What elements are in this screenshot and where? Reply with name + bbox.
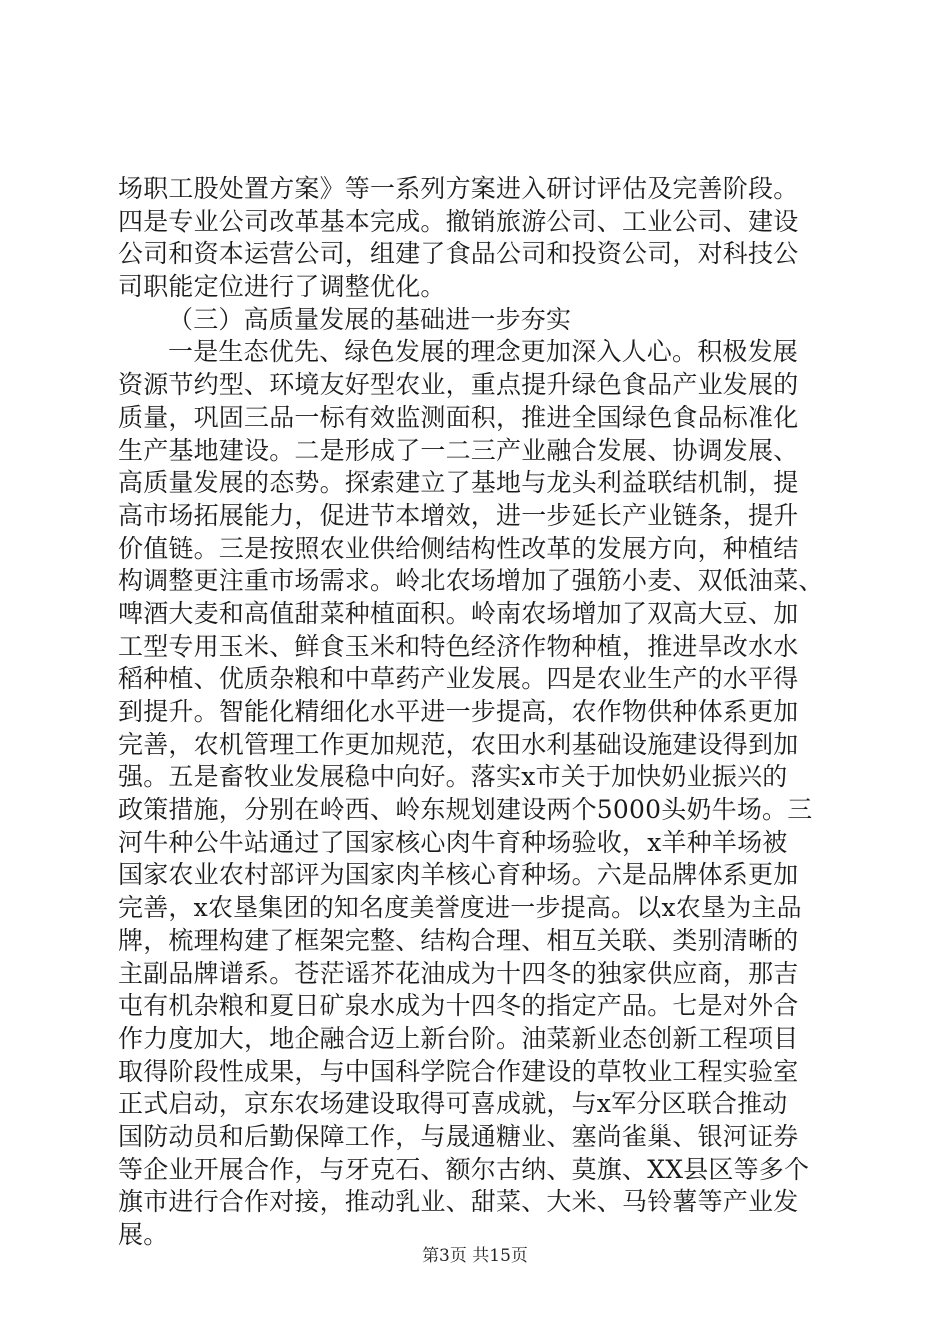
text-line: 主副品牌谱系。苍茫谣芥花油成为十四冬的独家供应商，那吉 bbox=[118, 958, 799, 988]
text-line: 高市场拓展能力，促进节本增效，进一步延长产业链条，提升 bbox=[118, 500, 799, 530]
text-line: 高质量发展的态势。探索建立了基地与龙头利益联结机制，提 bbox=[118, 468, 799, 498]
text-line: 展。 bbox=[118, 1220, 169, 1249]
text-line: 到提升。智能化精细化水平进一步提高，农作物供种体系更加 bbox=[118, 697, 799, 726]
text-line: 构调整更注重市场需求。岭北农场增加了强筋小麦、双低油菜、 bbox=[118, 566, 824, 596]
text-line: 国家农业农村部评为国家肉羊核心育种场。六是品牌体系更加 bbox=[118, 860, 799, 890]
text-line: 价值链。三是按照农业供给侧结构性改革的发展方向，种植结 bbox=[118, 533, 799, 563]
text-line: 屯有机杂粮和夏日矿泉水成为十四冬的指定产品。七是对外合 bbox=[118, 991, 799, 1021]
text-line: 公司和资本运营公司，组建了食品公司和投资公司，对科技公 bbox=[118, 239, 799, 269]
text-line: 作力度加大，地企融合迈上新台阶。油菜新业态创新工程项目 bbox=[118, 1023, 799, 1053]
text-line: 司职能定位进行了调整优化。 bbox=[118, 272, 446, 302]
text-line: 资源节约型、环境友好型农业，重点提升绿色食品产业发展的 bbox=[118, 370, 799, 400]
text-line: 正式启动，京东农场建设取得可喜成就，与x军分区联合推动 bbox=[118, 1089, 788, 1119]
text-line: 工型专用玉米、鲜食玉米和特色经济作物种植，推进旱改水水 bbox=[118, 631, 799, 661]
text-line: 一是生态优先、绿色发展的理念更加深入人心。积极发展 bbox=[168, 337, 799, 367]
text-line: 完善，农机管理工作更加规范，农田水利基础设施建设得到加 bbox=[118, 729, 799, 759]
text-line: 场职工股处置方案》等一系列方案进入研讨评估及完善阶段。 bbox=[118, 174, 799, 203]
text-line: 旗市进行合作对接，推动乳业、甜菜、大米、马铃薯等产业发 bbox=[118, 1187, 799, 1217]
text-line: 国防动员和后勤保障工作，与晟通糖业、塞尚雀巢、银河证券 bbox=[118, 1121, 799, 1151]
document-body bbox=[118, 173, 838, 1252]
text-line: 四是专业公司改革基本完成。撤销旅游公司、工业公司、建设 bbox=[118, 206, 799, 236]
text-line: 取得阶段性成果，与中国科学院合作建设的草牧业工程实验室 bbox=[118, 1056, 799, 1086]
text-line: 政策措施，分别在岭西、岭东规划建设两个5000头奶牛场。三 bbox=[118, 795, 813, 825]
page-number-footer: 第3页 共15页 bbox=[422, 1246, 528, 1266]
text-line: 强。五是畜牧业发展稳中向好。落实x市关于加快奶业振兴的 bbox=[118, 762, 788, 792]
text-line: 牌，梳理构建了框架完整、结构合理、相互关联、类别清晰的 bbox=[118, 925, 799, 955]
text-line: 河牛种公牛站通过了国家核心肉牛育种场验收，x羊种羊场被 bbox=[118, 827, 788, 857]
text-line: 质量，巩固三品一标有效监测面积，推进全国绿色食品标准化 bbox=[118, 402, 799, 432]
text-line: 啤酒大麦和高值甜菜种植面积。岭南农场增加了双高大豆、加 bbox=[118, 598, 799, 628]
text-line: 等企业开展合作，与牙克石、额尔古纳、莫旗、XX县区等多个 bbox=[118, 1154, 810, 1184]
section-heading: （三）高质量发展的基础进一步夯实 bbox=[168, 304, 572, 334]
text-line: 完善，x农垦集团的知名度美誉度进一步提高。以x农垦为主品 bbox=[118, 893, 802, 923]
text-line: 生产基地建设。二是形成了一二三产业融合发展、协调发展、 bbox=[118, 435, 799, 465]
text-line: 稻种植、优质杂粮和中草药产业发展。四是农业生产的水平得 bbox=[118, 664, 799, 694]
